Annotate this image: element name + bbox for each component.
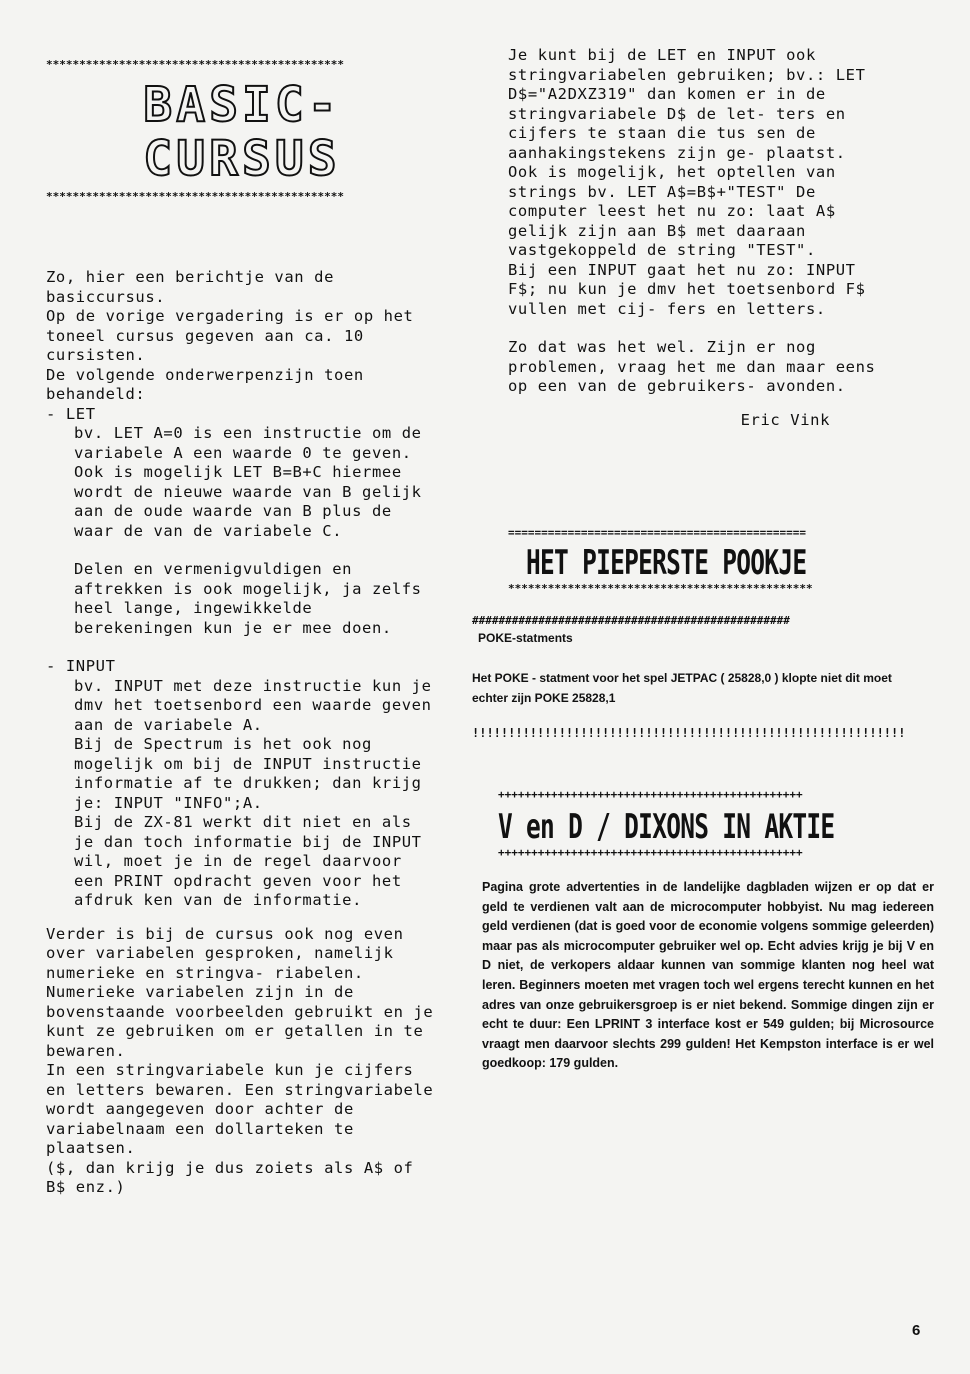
- article-basic-cursus: [46, 268, 438, 1198]
- dollar-paragraph: ($, dan krijg je dus zoiets als A$ of B$ enz.): [46, 1158, 414, 1196]
- poke-label: POKE-statments: [478, 631, 573, 645]
- left-column: [46, 58, 438, 1198]
- closing-paragraph: Zo dat was het wel. Zijn er nog problemen, vraag het me dan maar eens op een van de gebruikers- avonden.: [508, 338, 876, 395]
- poke-hash-rule: ################################################: [472, 614, 790, 627]
- let-body: bv. LET A=0 is een instructie om de variabele A een waarde 0 te geven. Ook is mogelijk LET B=B+C hiermee wordt de nieuwe waarde van B gelijk aan de oude waarde van B plus de waar de van de variabele C.: [74, 424, 422, 540]
- poke-exclamation-rule: !!!!!!!!!!!!!!!!!!!!!!!!!!!!!!!!!!!!!!!!!!!!!!!!!!!!!!!!!!!!: [472, 726, 906, 740]
- numeric-paragraph: Numerieke variabelen zijn in de bovenstaande voorbeelden gebruikt en je kunt ze gebruiken om er getallen in te bewaren.: [46, 983, 434, 1060]
- zx81-paragraph: Bij de ZX-81 werkt dit niet en als je dan toch informatie bij de INPUT wil, moet je in de regel daarvoor een PRINT opdracht geven voor het afdruk ken van de informatie.: [74, 813, 422, 909]
- poke-bottom-rule: **********************************************: [508, 582, 813, 595]
- bottom-rule: *********************************************: [46, 190, 345, 203]
- input-string-paragraph: Bij een INPUT gaat het nu zo: INPUT F$; nu kun je dmv het toetsenbord F$ vullen met cij- fers en letters.: [508, 260, 866, 318]
- topics-paragraph: De volgende onderwerpenzijn toen behandeld:: [46, 365, 364, 403]
- right-column: [472, 46, 934, 1074]
- strings-paragraph: Je kunt bij de LET en INPUT ook stringvariabelen gebruiken; bv.: LET D$="A2DXZ319" dan komen er in de stringvariabele D$ de let- ters en cijfers te staan die tus sen de aanhakingstekens zijn ge- plaatst.: [508, 46, 866, 162]
- poke-text: Het POKE - statment voor het spel JETPAC ( 25828,0 ) klopte niet dit moet echter zijn POKE 25828,1: [472, 671, 892, 705]
- basic-cursus-banner: BASIC-CURSUS: [143, 77, 341, 187]
- poke-banner: HET PIEPERSTE POOKJE: [526, 543, 807, 582]
- article-strings: [508, 46, 890, 430]
- meeting-paragraph: Op de vorige vergadering is er op het toneel cursus gegeven aan ca. 10 cursisten.: [46, 307, 414, 364]
- intro-paragraph: Zo, hier een berichtje van de basiccursus.: [46, 268, 335, 306]
- poke-top-rule: =============================================: [508, 526, 807, 539]
- input-body: bv. INPUT met deze instructie kun je dmv het toetsenbord een waarde geven aan de variabele A.: [74, 676, 432, 734]
- vd-top-rule: ++++++++++++++++++++++++++++++++++++++++++++++: [498, 788, 803, 801]
- vd-banner: V en D / DIXONS IN AKTIE: [498, 807, 835, 846]
- signature: Eric Vink: [740, 410, 830, 429]
- top-rule: *********************************************: [46, 58, 345, 71]
- string-paragraph: In een stringvariabele kun je cijfers en letters bewaren. Een stringvariabele wordt aangegeven door achter de variabelnaam een dollarteken te plaatsen.: [46, 1061, 434, 1157]
- input-heading: - INPUT: [46, 657, 116, 675]
- concat-paragraph: Ook is mogelijk, het optellen van strings bv. LET A$=B$+"TEST" De computer leest het nu zo: laat A$ gelijk zijn aan B$ met daaraan vastgekoppeld de string "TEST".: [508, 163, 836, 259]
- variables-paragraph: Verder is bij de cursus ook nog even over variabelen gesproken, namelijk numerieke en stringva- riabelen.: [46, 924, 404, 982]
- spectrum-paragraph: Bij de Spectrum is het ook nog mogelijk om bij de INPUT instructie informatie af te drukken; dan krijg je: INPUT "INFO";A.: [74, 735, 422, 812]
- page-number: 6: [912, 1322, 921, 1339]
- vd-article: Pagina grote advertenties in de landelijke dagbladen wijzen er op dat er geld te verdienen valt aan de microcomputer hobbyist. Nu mag iedereen geld verdienen (dat is goed voor de economie volgens sommige geleerden) maar pas als microcomputer gebruiker wel op. Echt advies krijg je bij V en D niet, de verkopers aldaar kunnen van sommige klanten nog heel wat leren. Beginners moeten met vragen toch wel ergens terecht kunnen en het adres van onze gebruikersgroep is er niet bekend. Sommige dingen zijn er echt te duur: Een LPRINT 3 interface kost er 549 gulden; bij Microsource vraagt men daarvoor slechts 299 gulden! Het Kempston interface is er wel goedkoop: 179 gulden.: [482, 880, 934, 1071]
- arithmetic-paragraph: Delen en vermenigvuldigen en aftrekken is ook mogelijk, ja zelfs heel lange, ingewikkelde berekeningen kun je er mee doen.: [74, 560, 422, 637]
- vd-bottom-rule: ++++++++++++++++++++++++++++++++++++++++++++++: [498, 846, 803, 859]
- let-heading: - LET: [46, 404, 96, 423]
